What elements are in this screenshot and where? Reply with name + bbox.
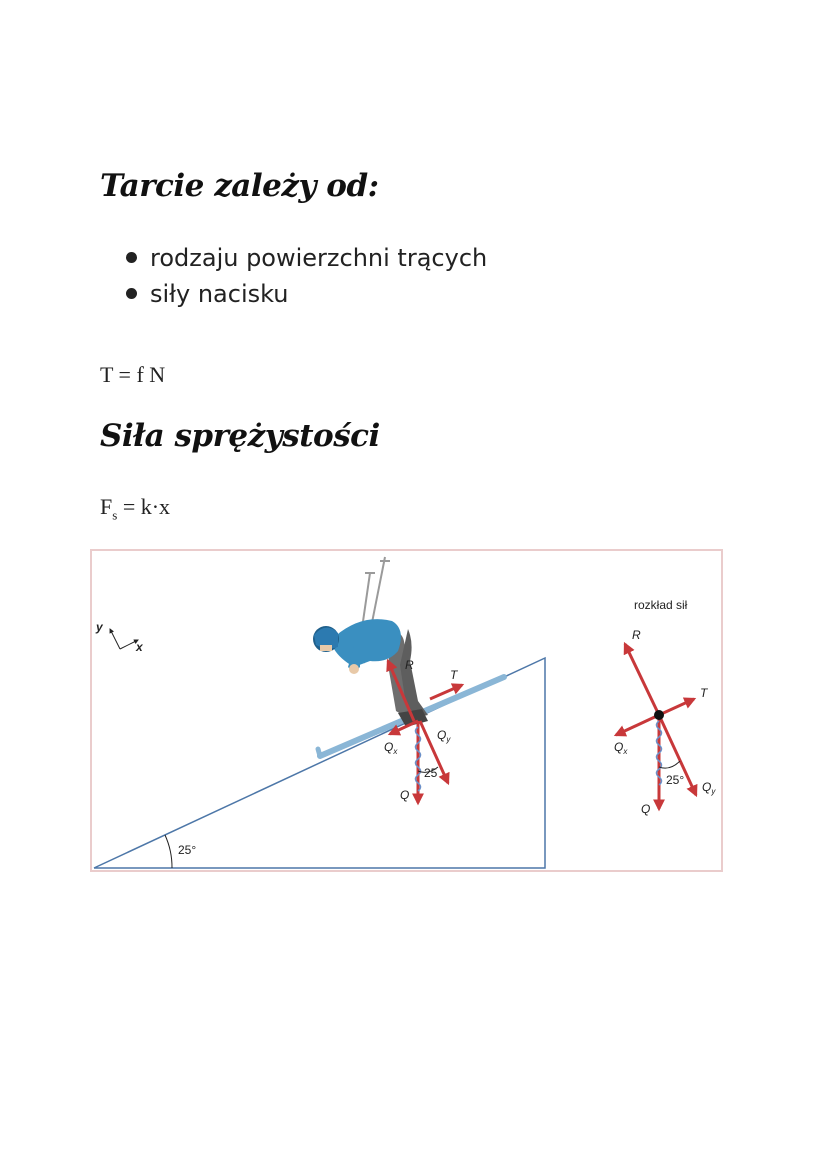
diagram-angle-label: 25° [666, 773, 685, 787]
diagram-Qy-label: $Q_y$ [702, 780, 716, 796]
force-Qy-label: $Q_y$ [437, 728, 451, 744]
bullet-icon [126, 288, 137, 299]
axis-x-label: x [136, 640, 143, 654]
slope-angle-arc [165, 835, 172, 868]
formula-symbol: F [100, 494, 113, 519]
figure-canvas [92, 551, 721, 870]
list-item [126, 240, 487, 276]
diagram-Q-label: Q [641, 802, 651, 816]
heading-elastic-force: Siła sprężystości [100, 418, 380, 454]
diagram-Qx-label: $Q_x$ [614, 740, 628, 756]
formula-subscript: s [112, 507, 118, 523]
bullet-text: rodzaju powierzchni trących [150, 244, 488, 272]
list-item [126, 276, 487, 312]
friction-formula: T = f N [100, 362, 166, 387]
inclined-plane-figure [90, 549, 723, 872]
diagram-R-label: R [632, 628, 641, 642]
slope-angle-label: 25° [178, 843, 197, 857]
formula-rest: = k·x [117, 494, 171, 519]
diagram-T-label: T [700, 686, 708, 700]
diagram-title: rozkład sił [634, 598, 688, 612]
skier-angle-label: 25 [424, 766, 438, 780]
skier-illustration [313, 619, 504, 756]
force-Qx-label: $Q_x$ [384, 740, 398, 756]
heading-friction: Tarcie zależy od: [100, 168, 379, 204]
force-Q-label: Q [400, 788, 410, 802]
bullet-icon [126, 252, 137, 263]
axis-y-label: y [96, 620, 103, 634]
force-T-label: T [450, 668, 458, 682]
axes-icon [110, 629, 138, 649]
elastic-force-formula [100, 494, 170, 523]
force-R-label: R [405, 658, 414, 672]
friction-factors-list [126, 240, 487, 312]
bullet-text: siły nacisku [150, 280, 289, 308]
